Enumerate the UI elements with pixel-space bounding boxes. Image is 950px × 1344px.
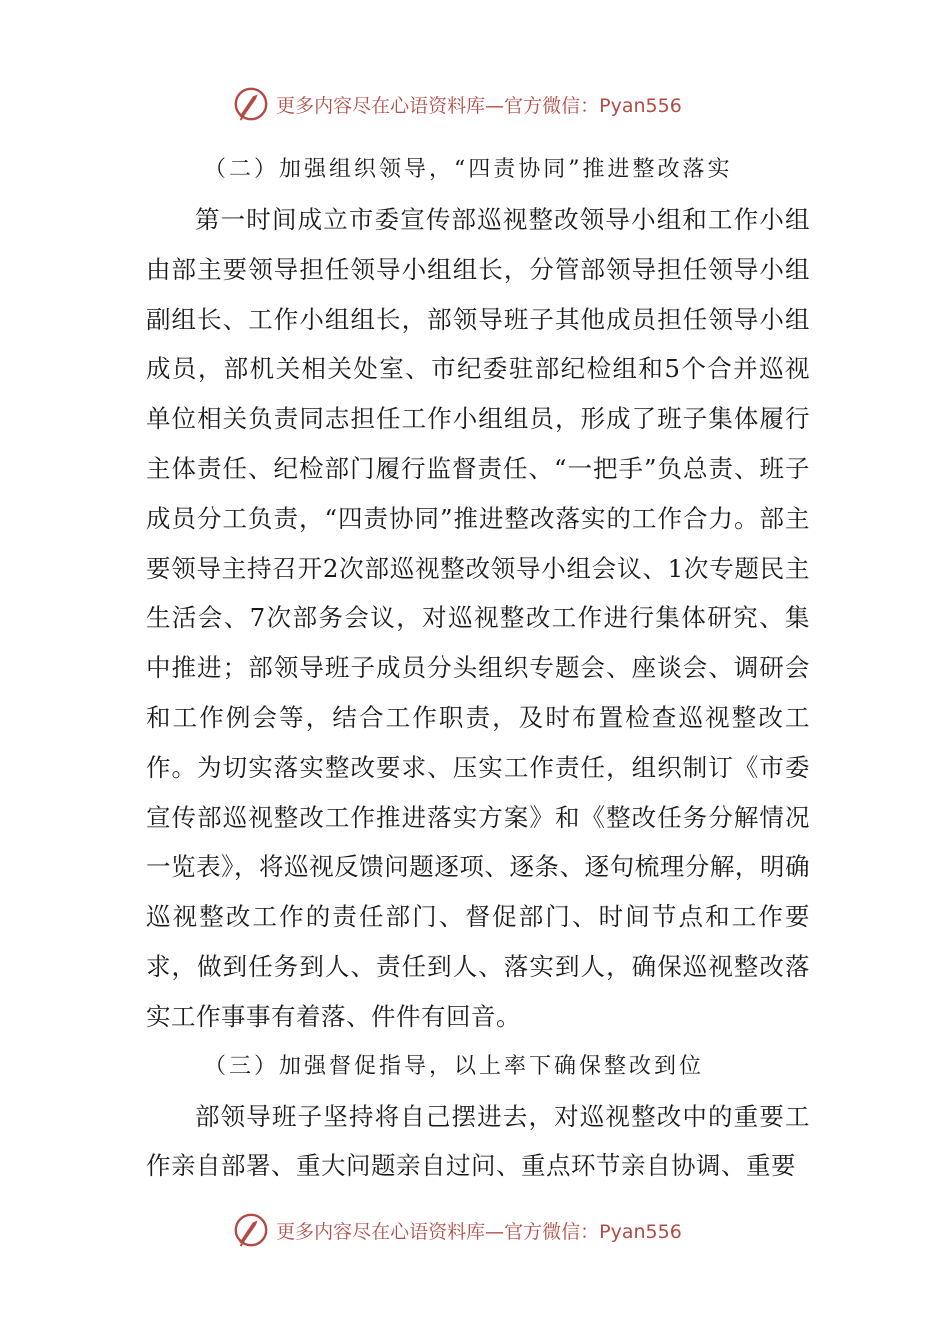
watermark-banner-bottom [0,1210,950,1250]
watermark-wechat-text: —官方微信：Pyan556 [485,94,682,117]
section-paragraph: 第一时间成立市委宣传部巡视整改领导小组和工作小组由部主要领导担任领导小组组长，分管部领导担任领导小组副组长、工作小组组长，部领导班子其他成员担任领导小组成员，部机关相关处室、市纪委驻部纪检组和5个合并巡视单位相关负责同志担任工作小组组员，形成了班子集体履行主体责任、纪检部门履行监督责任、“一把手”负总责、班子成员分工负责，“四责协同”推进整改落实的工作合力。部主要领导主持召开2次部巡视整改领导小组会议、1次专题民主生活会、7次部务会议，对巡视整改工作进行集体研究、集中推进；部领导班子成员分头组织专题会、座谈会、调研会和工作例会等，结合工作职责，及时布置检查巡视整改工作。为切实落实整改要求、压实工作责任，组织制订《市委宣传部巡视整改工作推进落实方案》和《整改任务分解情况一览表》，将巡视反馈问题逐项、逐条、逐句梳理分解，明确巡视整改工作的责任部门、督促部门、时间节点和工作要求，做到任务到人、责任到人、落实到人，确保巡视整改落实工作事事有着落、件件有回音。 [146,205,810,1031]
watermark-brand-text: 更多内容尽在心语资料库 [276,1220,486,1243]
document-body [146,145,810,1191]
section-paragraph: 部领导班子坚持将自己摆进去，对巡视整改中的重要工作亲自部署、重大问题亲自过问、重点环节亲自协调、重要 [146,1101,810,1181]
section-heading: （二）加强组织领导，“四责协同”推进整改落实 [204,157,733,182]
pen-logo-icon [232,1211,270,1249]
watermark-banner-top [0,84,950,124]
watermark-wechat-text: —官方微信：Pyan556 [485,1220,682,1243]
watermark-brand-text: 更多内容尽在心语资料库 [276,94,486,117]
pen-logo-icon [232,85,270,123]
section-heading: （三）加强督促指导，以上率下确保整改到位 [204,1053,705,1079]
